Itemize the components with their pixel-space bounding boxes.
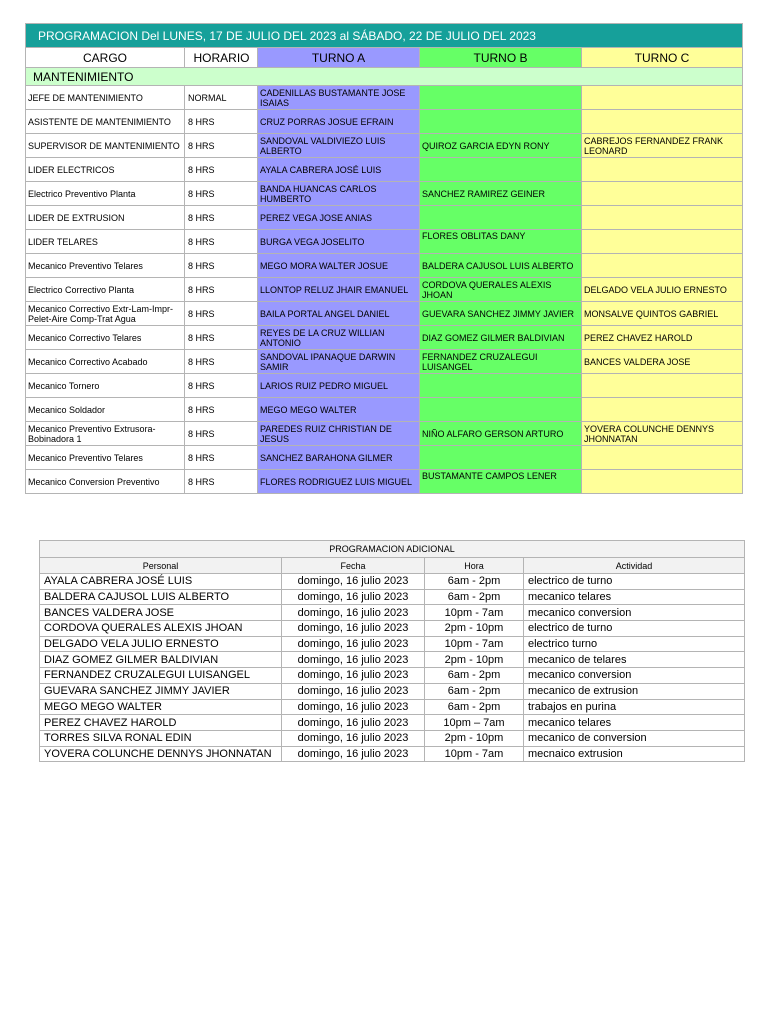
horario-cell: 8 HRS <box>185 446 258 470</box>
actividad-cell: trabajos en purina <box>524 699 745 715</box>
turno-a-cell: MEGO MEGO WALTER <box>258 398 420 422</box>
turno-b-cell: NIÑO ALFARO GERSON ARTURO <box>420 422 582 446</box>
fecha-cell: domingo, 16 julio 2023 <box>282 589 425 605</box>
section-mantenimiento: MANTENIMIENTO <box>26 68 743 86</box>
horario-cell: 8 HRS <box>185 158 258 182</box>
hora-cell: 6am - 2pm <box>425 668 524 684</box>
turno-b-cell: BUSTAMANTE CAMPOS LENER <box>420 470 582 494</box>
schedule-rows <box>26 86 743 494</box>
turno-b-cell <box>420 110 582 134</box>
header-fecha: Fecha <box>282 558 425 574</box>
horario-cell: 8 HRS <box>185 326 258 350</box>
actividad-cell: electrico de turno <box>524 621 745 637</box>
fecha-cell: domingo, 16 julio 2023 <box>282 574 425 590</box>
turno-c-cell: PEREZ CHAVEZ HAROLD <box>582 326 743 350</box>
turno-b-cell: GUEVARA SANCHEZ JIMMY JAVIER <box>420 302 582 326</box>
turno-b-cell <box>420 158 582 182</box>
turno-c-cell: MONSALVE QUINTOS GABRIEL <box>582 302 743 326</box>
schedule-title: PROGRAMACION Del LUNES, 17 DE JULIO DEL 2023 al SÁBADO, 22 DE JULIO DEL 2023 <box>26 24 743 48</box>
additional-row <box>40 652 745 668</box>
fecha-cell: domingo, 16 julio 2023 <box>282 652 425 668</box>
turno-c-cell <box>582 206 743 230</box>
turno-a-cell: BANDA HUANCAS CARLOS HUMBERTO <box>258 182 420 206</box>
cargo-cell: Mecanico Correctivo Acabado <box>26 350 185 374</box>
additional-row <box>40 746 745 762</box>
turno-b-cell: FLORES OBLITAS DANY <box>420 230 582 254</box>
additional-rows <box>40 574 745 762</box>
turno-c-cell <box>582 398 743 422</box>
schedule-row <box>26 206 743 230</box>
turno-a-cell: LARIOS RUIZ PEDRO MIGUEL <box>258 374 420 398</box>
turno-c-cell <box>582 86 743 110</box>
fecha-cell: domingo, 16 julio 2023 <box>282 605 425 621</box>
turno-a-cell: FLORES RODRIGUEZ LUIS MIGUEL <box>258 470 420 494</box>
personal-cell: DELGADO VELA JULIO ERNESTO <box>40 636 282 652</box>
fecha-cell: domingo, 16 julio 2023 <box>282 715 425 731</box>
additional-row <box>40 574 745 590</box>
turno-a-cell: BURGA VEGA JOSELITO <box>258 230 420 254</box>
turno-a-cell: SANDOVAL VALDIVIEZO LUIS ALBERTO <box>258 134 420 158</box>
horario-cell: 8 HRS <box>185 110 258 134</box>
schedule-row <box>26 158 743 182</box>
horario-cell: 8 HRS <box>185 470 258 494</box>
turno-b-cell <box>420 398 582 422</box>
turno-a-cell: CADENILLAS BUSTAMANTE JOSE ISAIAS <box>258 86 420 110</box>
turno-c-cell: DELGADO VELA JULIO ERNESTO <box>582 278 743 302</box>
fecha-cell: domingo, 16 julio 2023 <box>282 636 425 652</box>
turno-c-cell <box>582 182 743 206</box>
hora-cell: 10pm - 7am <box>425 636 524 652</box>
cargo-cell: ASISTENTE DE MANTENIMIENTO <box>26 110 185 134</box>
turno-a-cell: MEGO MORA WALTER JOSUE <box>258 254 420 278</box>
actividad-cell: mecanico de extrusion <box>524 683 745 699</box>
schedule-row <box>26 446 743 470</box>
turno-a-cell: LLONTOP RELUZ JHAIR EMANUEL <box>258 278 420 302</box>
personal-cell: BANCES VALDERA JOSE <box>40 605 282 621</box>
horario-cell: 8 HRS <box>185 398 258 422</box>
hora-cell: 6am - 2pm <box>425 574 524 590</box>
cargo-cell: Mecanico Correctivo Telares <box>26 326 185 350</box>
horario-cell: 8 HRS <box>185 206 258 230</box>
schedule-row <box>26 134 743 158</box>
cargo-cell: JEFE DE MANTENIMIENTO <box>26 86 185 110</box>
fecha-cell: domingo, 16 julio 2023 <box>282 683 425 699</box>
cargo-cell: Electrico Correctivo Planta <box>26 278 185 302</box>
schedule-table <box>25 23 743 494</box>
header-turno-a: TURNO A <box>258 48 420 68</box>
fecha-cell: domingo, 16 julio 2023 <box>282 699 425 715</box>
turno-b-cell <box>420 374 582 398</box>
personal-cell: MEGO MEGO WALTER <box>40 699 282 715</box>
hora-cell: 2pm - 10pm <box>425 730 524 746</box>
turno-a-cell: CRUZ PORRAS JOSUE EFRAIN <box>258 110 420 134</box>
additional-row <box>40 730 745 746</box>
horario-cell: 8 HRS <box>185 302 258 326</box>
turno-b-cell: CORDOVA QUERALES ALEXIS JHOAN <box>420 278 582 302</box>
turno-b-cell: SANCHEZ RAMIREZ GEINER <box>420 182 582 206</box>
header-turno-c: TURNO C <box>582 48 743 68</box>
actividad-cell: mecnaico extrusion <box>524 746 745 762</box>
horario-cell: 8 HRS <box>185 134 258 158</box>
turno-c-cell <box>582 374 743 398</box>
hora-cell: 6am - 2pm <box>425 683 524 699</box>
horario-cell: 8 HRS <box>185 182 258 206</box>
additional-title: PROGRAMACION ADICIONAL <box>40 541 745 558</box>
header-personal: Personal <box>40 558 282 574</box>
horario-cell: NORMAL <box>185 86 258 110</box>
fecha-cell: domingo, 16 julio 2023 <box>282 730 425 746</box>
schedule-row <box>26 254 743 278</box>
header-turno-b: TURNO B <box>420 48 582 68</box>
turno-c-cell <box>582 470 743 494</box>
cargo-cell: Mecanico Tornero <box>26 374 185 398</box>
schedule-row <box>26 302 743 326</box>
horario-cell: 8 HRS <box>185 254 258 278</box>
cargo-cell: Electrico Preventivo Planta <box>26 182 185 206</box>
additional-row <box>40 683 745 699</box>
personal-cell: GUEVARA SANCHEZ JIMMY JAVIER <box>40 683 282 699</box>
turno-c-cell: BANCES VALDERA JOSE <box>582 350 743 374</box>
fecha-cell: domingo, 16 julio 2023 <box>282 621 425 637</box>
turno-a-cell: SANDOVAL IPANAQUE DARWIN SAMIR <box>258 350 420 374</box>
header-hora: Hora <box>425 558 524 574</box>
header-actividad: Actividad <box>524 558 745 574</box>
schedule-row <box>26 182 743 206</box>
actividad-cell: mecanico telares <box>524 589 745 605</box>
turno-b-cell: DIAZ GOMEZ GILMER BALDIVIAN <box>420 326 582 350</box>
hora-cell: 10pm - 7am <box>425 746 524 762</box>
additional-row <box>40 668 745 684</box>
cargo-cell: SUPERVISOR DE MANTENIMIENTO <box>26 134 185 158</box>
schedule-row <box>26 110 743 134</box>
cargo-cell: LIDER TELARES <box>26 230 185 254</box>
turno-a-cell: REYES DE LA CRUZ WILLIAN ANTONIO <box>258 326 420 350</box>
actividad-cell: mecanico de telares <box>524 652 745 668</box>
cargo-cell: Mecanico Conversion Preventivo <box>26 470 185 494</box>
cargo-cell: Mecanico Preventivo Telares <box>26 254 185 278</box>
actividad-cell: mecanico telares <box>524 715 745 731</box>
turno-c-cell <box>582 230 743 254</box>
personal-cell: CORDOVA QUERALES ALEXIS JHOAN <box>40 621 282 637</box>
personal-cell: FERNANDEZ CRUZALEGUI LUISANGEL <box>40 668 282 684</box>
personal-cell: PEREZ CHAVEZ HAROLD <box>40 715 282 731</box>
hora-cell: 10pm – 7am <box>425 715 524 731</box>
additional-row <box>40 589 745 605</box>
cargo-cell: Mecanico Preventivo Extrusora-Bobinadora 1 <box>26 422 185 446</box>
cargo-cell: Mecanico Correctivo Extr-Lam-Impr-Pelet-Aire Comp-Trat Agua <box>26 302 185 326</box>
turno-c-cell <box>582 446 743 470</box>
actividad-cell: electrico turno <box>524 636 745 652</box>
turno-c-cell: CABREJOS FERNANDEZ FRANK LEONARD <box>582 134 743 158</box>
personal-cell: BALDERA CAJUSOL LUIS ALBERTO <box>40 589 282 605</box>
turno-c-cell <box>582 110 743 134</box>
turno-a-cell: BAILA PORTAL ANGEL DANIEL <box>258 302 420 326</box>
schedule-row <box>26 398 743 422</box>
turno-c-cell <box>582 254 743 278</box>
cargo-cell: Mecanico Preventivo Telares <box>26 446 185 470</box>
personal-cell: YOVERA COLUNCHE DENNYS JHONNATAN <box>40 746 282 762</box>
turno-b-cell: BALDERA CAJUSOL LUIS ALBERTO <box>420 254 582 278</box>
actividad-cell: mecanico de conversion <box>524 730 745 746</box>
turno-c-cell: YOVERA COLUNCHE DENNYS JHONNATAN <box>582 422 743 446</box>
hora-cell: 2pm - 10pm <box>425 652 524 668</box>
horario-cell: 8 HRS <box>185 374 258 398</box>
schedule-row <box>26 374 743 398</box>
horario-cell: 8 HRS <box>185 350 258 374</box>
turno-a-cell: SANCHEZ BARAHONA GILMER <box>258 446 420 470</box>
schedule-row <box>26 470 743 494</box>
cargo-cell: Mecanico Soldador <box>26 398 185 422</box>
additional-table <box>39 540 745 762</box>
cargo-cell: LIDER ELECTRICOS <box>26 158 185 182</box>
additional-row <box>40 715 745 731</box>
cargo-cell: LIDER DE EXTRUSION <box>26 206 185 230</box>
additional-row <box>40 699 745 715</box>
turno-b-cell: FERNANDEZ CRUZALEGUI LUISANGEL <box>420 350 582 374</box>
header-cargo: CARGO <box>26 48 185 68</box>
hora-cell: 10pm - 7am <box>425 605 524 621</box>
turno-b-cell <box>420 86 582 110</box>
actividad-cell: mecanico conversion <box>524 605 745 621</box>
fecha-cell: domingo, 16 julio 2023 <box>282 746 425 762</box>
header-horario: HORARIO <box>185 48 258 68</box>
turno-b-cell <box>420 446 582 470</box>
schedule-row <box>26 326 743 350</box>
additional-row <box>40 605 745 621</box>
schedule-row <box>26 350 743 374</box>
fecha-cell: domingo, 16 julio 2023 <box>282 668 425 684</box>
hora-cell: 6am - 2pm <box>425 699 524 715</box>
horario-cell: 8 HRS <box>185 278 258 302</box>
turno-b-cell: QUIROZ GARCIA EDYN RONY <box>420 134 582 158</box>
turno-a-cell: AYALA CABRERA JOSÉ LUIS <box>258 158 420 182</box>
turno-a-cell: PEREZ VEGA JOSE ANIAS <box>258 206 420 230</box>
hora-cell: 2pm - 10pm <box>425 621 524 637</box>
personal-cell: TORRES SILVA RONAL EDIN <box>40 730 282 746</box>
horario-cell: 8 HRS <box>185 230 258 254</box>
additional-row <box>40 621 745 637</box>
actividad-cell: electrico de turno <box>524 574 745 590</box>
personal-cell: AYALA CABRERA JOSÉ LUIS <box>40 574 282 590</box>
schedule-row <box>26 86 743 110</box>
turno-c-cell <box>582 158 743 182</box>
actividad-cell: mecanico conversion <box>524 668 745 684</box>
personal-cell: DIAZ GOMEZ GILMER BALDIVIAN <box>40 652 282 668</box>
turno-b-cell <box>420 206 582 230</box>
additional-row <box>40 636 745 652</box>
horario-cell: 8 HRS <box>185 422 258 446</box>
schedule-row <box>26 230 743 254</box>
schedule-row <box>26 422 743 446</box>
turno-a-cell: PAREDES RUIZ CHRISTIAN DE JESUS <box>258 422 420 446</box>
schedule-row <box>26 278 743 302</box>
hora-cell: 6am - 2pm <box>425 589 524 605</box>
